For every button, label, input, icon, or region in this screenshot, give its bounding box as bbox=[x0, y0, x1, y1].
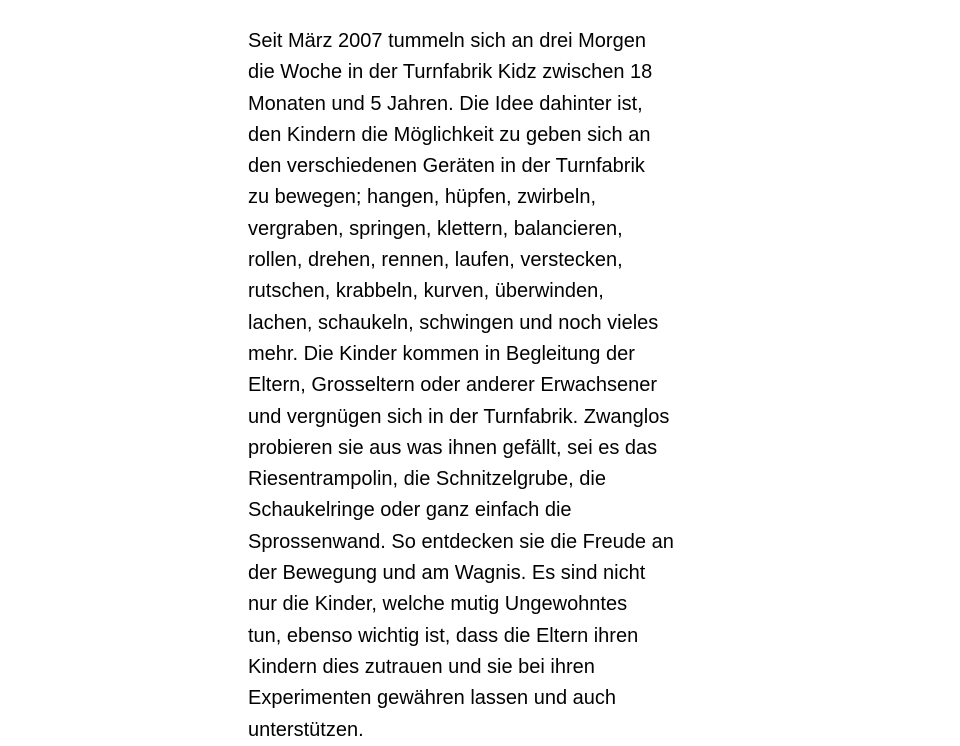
text-line: den verschiedenen Geräten in der Turnfabrik bbox=[248, 155, 645, 178]
text-line: Eltern, Grosseltern oder anderer Erwachsener bbox=[248, 374, 658, 397]
body-text bbox=[248, 26, 718, 746]
text-line: Experimenten gewähren lassen und auch bbox=[248, 687, 617, 710]
text-line: Schaukelringe oder ganz einfach die bbox=[248, 499, 572, 522]
text-line: Kindern dies zutrauen und sie bei ihren bbox=[248, 655, 595, 678]
text-line: den Kindern die Möglichkeit zu geben sich an bbox=[248, 123, 651, 146]
text-line: rollen, drehen, rennen, laufen, verstecken, bbox=[248, 249, 623, 272]
text-line: nur die Kinder, welche mutig Ungewohntes bbox=[248, 593, 628, 616]
text-line: probieren sie aus was ihnen gefällt, sei es das bbox=[248, 436, 658, 459]
text-line: Sprossenwand. So entdecken sie die Freude an bbox=[248, 530, 674, 553]
text-line: vergraben, springen, klettern, balancieren, bbox=[248, 217, 623, 240]
text-line: die Woche in der Turnfabrik Kidz zwischen 18 bbox=[248, 61, 653, 84]
text-line: mehr. Die Kinder kommen in Begleitung der bbox=[248, 342, 635, 365]
text-line: der Bewegung und am Wagnis. Es sind nicht bbox=[248, 562, 646, 585]
text-line: Seit März 2007 tummeln sich an drei Morgen bbox=[248, 30, 646, 52]
text-line: rutschen, krabbeln, kurven, überwinden, bbox=[248, 280, 604, 303]
text-line: tun, ebenso wichtig ist, dass die Eltern ihren bbox=[248, 624, 639, 647]
text-line: und vergnügen sich in der Turnfabrik. Zwanglos bbox=[248, 405, 670, 428]
text-line: Riesentrampolin, die Schnitzelgrube, die bbox=[248, 468, 606, 491]
text-line: lachen, schaukeln, schwingen und noch vieles bbox=[248, 311, 659, 334]
text-line: unterstützen. bbox=[248, 718, 364, 741]
text-line: Monaten und 5 Jahren. Die Idee dahinter ist, bbox=[248, 92, 643, 115]
text-line: zu bewegen; hangen, hüpfen, zwirbeln, bbox=[248, 186, 597, 209]
